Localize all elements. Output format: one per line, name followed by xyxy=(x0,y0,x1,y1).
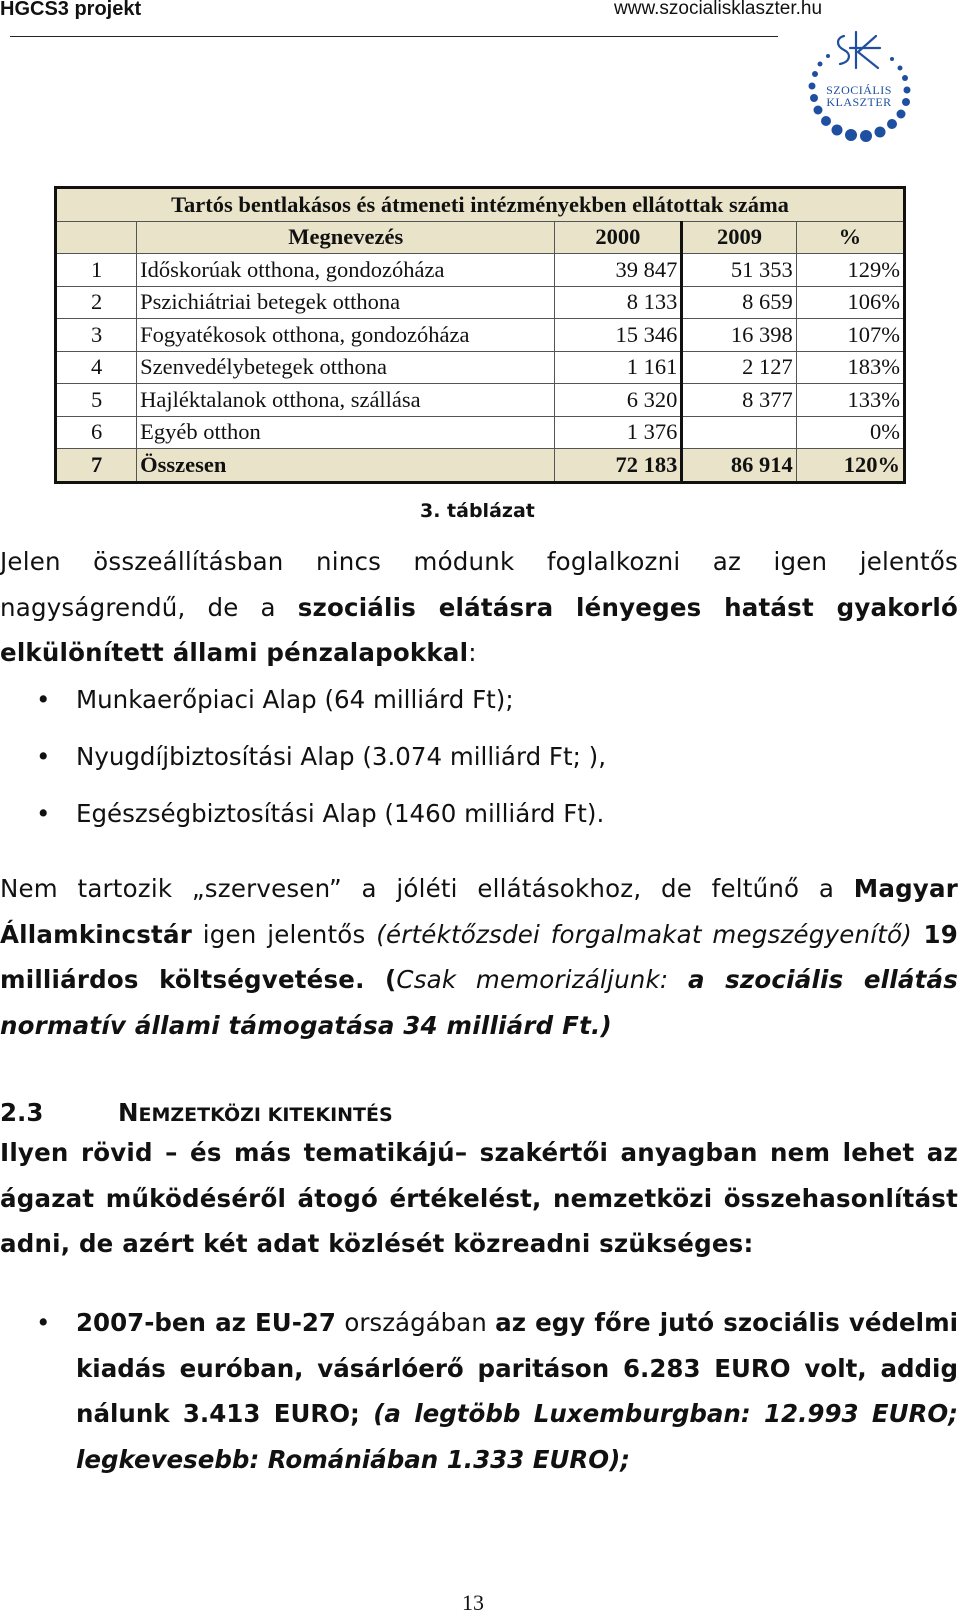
table-caption: 3. táblázat xyxy=(420,500,535,522)
logo-text-1: SZOCIÁLIS xyxy=(826,83,892,97)
list-item-eu-spending: 2007-ben az EU-27 országában az egy főre jutó szociális védelmi kiadás euróban, vásárlóerő paritáson 6.283 EURO volt, addig nálunk 3.413 EURO; (a legtöbb Luxemburgban: 12.993 EURO; legkevesebb: Romániában 1.333 EURO); xyxy=(76,1308,959,1474)
column-header: 2009 xyxy=(682,221,796,254)
bullet-icon: • xyxy=(36,685,51,714)
page-number: 13 xyxy=(462,1590,484,1615)
column-header: Megnevezés xyxy=(137,221,555,254)
section-title: NEMZETKÖZI KITEKINTÉS xyxy=(118,1098,393,1127)
header-url[interactable]: www.szocialisklaszter.hu xyxy=(614,0,823,19)
section-number: 2.3 xyxy=(0,1098,44,1127)
table-row: 1 Időskorúak otthona, gondozóháza 39 847 51 353 129% xyxy=(56,254,905,287)
bullet-icon: • xyxy=(36,742,51,771)
szocialis-klaszter-logo xyxy=(806,28,912,158)
table-row: 2 Pszichiátriai betegek otthona 8 133 8 659 106% xyxy=(56,286,905,319)
column-header: 2000 xyxy=(555,221,682,254)
table-row: 4 Szenvedélybetegek otthona 1 161 2 127 183% xyxy=(56,351,905,384)
bullet-icon: • xyxy=(36,1308,51,1337)
column-header: % xyxy=(796,221,904,254)
table-row: 3 Fogyatékosok otthona, gondozóháza 15 346 16 398 107% xyxy=(56,319,905,352)
header-project: HGCS3 projekt xyxy=(0,0,142,20)
header-rule xyxy=(10,36,778,37)
logo-text-2: KLASZTER xyxy=(826,95,892,109)
table-row: 5 Hajléktalanok otthona, szállása 6 320 8 377 133% xyxy=(56,384,905,417)
paragraph-treasury: Nem tartozik „szervesen” a jóléti ellátásokhoz, de feltűnő a Magyar Államkincstár igen jelentős (értéktőzsdei forgalmakat megszégyenítő) 19 milliárdos költségvetése. (Csak memorizáljunk: a szociális ellátás normatív állami támogatása 34 milliárd Ft.) xyxy=(0,874,958,1040)
table-row-total: 7 Összesen 72 183 86 914 120% xyxy=(56,449,905,483)
paragraph-funds: Jelen összeállításban nincs módunk foglalkozni az igen jelentős nagyságrendű, de a szociális elátásra lényeges hatást gyakorló elkülönített állami pénzalapokkal: xyxy=(0,547,958,667)
table-title: Tartós bentlakásos és átmeneti intézményekben ellátottak száma xyxy=(56,188,905,222)
stats-table xyxy=(54,186,906,484)
bullet-icon: • xyxy=(36,799,51,828)
paragraph-intro: Ilyen rövid – és más tematikájú– szakértői anyagban nem lehet az ágazat működéséről átogó értékelést, nemzetközi összehasonlítást adni, de azért két adat közlését közreadni szükséges: xyxy=(0,1138,958,1258)
table-row: 6 Egyéb otthon 1 376 0% xyxy=(56,416,905,449)
